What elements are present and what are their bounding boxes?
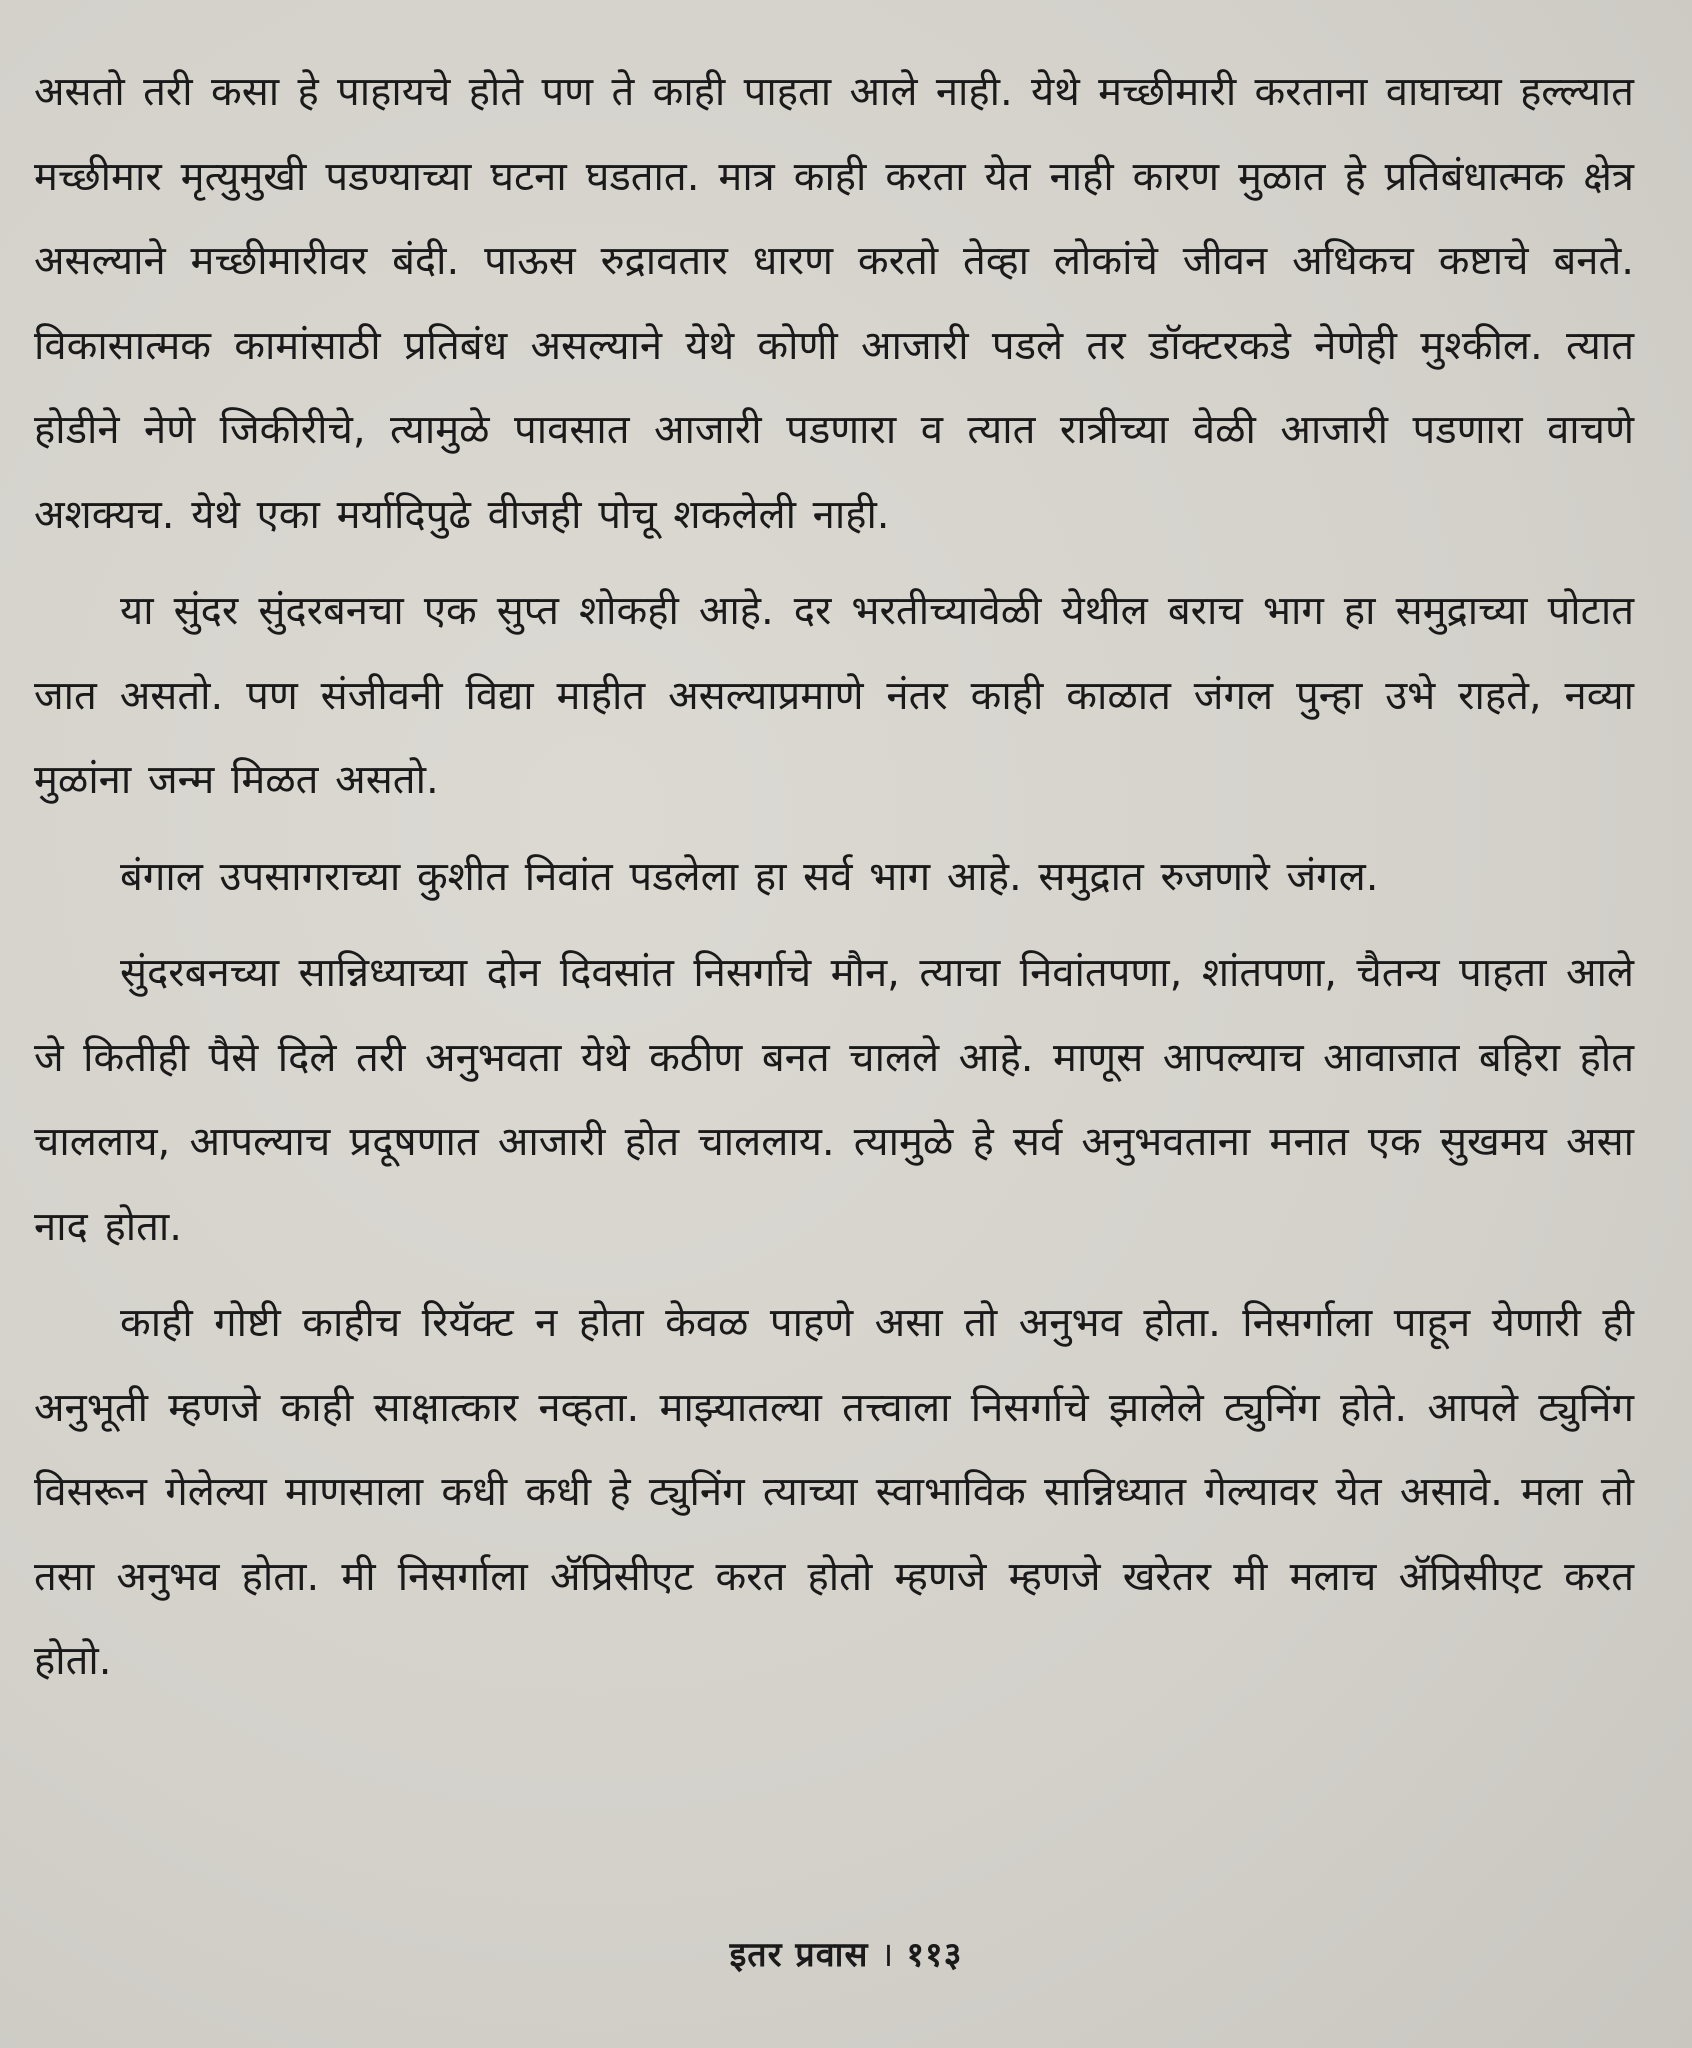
paragraph-3: बंगाल उपसागराच्या कुशीत निवांत पडलेला हा सर्व भाग आहे. समुद्रात रुजणारे जंगल. [120,853,1379,900]
paragraph-5: काही गोष्टी काहीच रियॅक्ट न होता केवळ पाहणे असा तो अनुभव होता. निसर्गाला पाहून येणारी ही अनुभूती म्हणजे काही साक्षात्कार नव्हता. माझ्यातल्या तत्त्वाला निसर्गाचे झालेले ट्युनिंग होते. आपले ट्युनिंग विसरून गेलेल्या माणसाला कधी कधी हे ट्युनिंग त्याच्या स्वाभाविक सान्निध्यात गेल्यावर येत असावे. मला तो तसा अनुभव होता. मी निसर्गाला ॲप्रिसीएट करत होतो म्हणजे म्हणजे खरेतर मी मलाच ॲप्रिसीएट करत होतो. [34,1300,1634,1684]
footer-section-title: इतर प्रवास [729,1935,869,1975]
page-body [34,50,1634,2010]
page-number: ११३ [906,1935,963,1975]
footer-separator: । [880,1935,895,1975]
paragraph-2: या सुंदर सुंदरबनचा एक सुप्त शोकही आहे. दर भरतीच्यावेळी येथील बराच भाग हा समुद्राच्या पोटात जात असतो. पण संजीवनी विद्या माहीत असल्याप्रमाणे नंतर काही काळात जंगल पुन्हा उभे राहते, नव्या मुळांना जन्म मिळत असतो. [34,588,1634,803]
page-footer [0,1930,1692,1976]
paragraph-4: सुंदरबनच्या सान्निध्याच्या दोन दिवसांत निसर्गाचे मौन, त्याचा निवांतपणा, शांतपणा, चैतन्य पाहता आले जे कितीही पैसे दिले तरी अनुभवता येथे कठीण बनत चालले आहे. माणूस आपल्याच आवाजात बहिरा होत चाललाय, आपल्याच प्रदूषणात आजारी होत चाललाय. त्यामुळे हे सर्व अनुभवताना मनात एक सुखमय असा नाद होता. [34,950,1634,1250]
paragraph-1: असतो तरी कसा हे पाहायचे होते पण ते काही पाहता आले नाही. येथे मच्छीमारी करताना वाघाच्या हल्ल्यात मच्छीमार मृत्युमुखी पडण्याच्या घटना घडतात. मात्र काही करता येत नाही कारण मुळात हे प्रतिबंधात्मक क्षेत्र असल्याने मच्छीमारीवर बंदी. पाऊस रुद्रावतार धारण करतो तेव्हा लोकांचे जीवन अधिकच कष्टाचे बनते. विकासात्मक कामांसाठी प्रतिबंध असल्याने येथे कोणी आजारी पडले तर डॉक्टरकडे नेणेही मुश्कील. त्यात होडीने नेणे जिकीरीचे, त्यामुळे पावसात आजारी पडणारा व त्यात रात्रीच्या वेळी आजारी पडणारा वाचणे अशक्यच. येथे एका मर्यादिपुढे वीजही पोचू शकलेली नाही. [34,69,1634,538]
